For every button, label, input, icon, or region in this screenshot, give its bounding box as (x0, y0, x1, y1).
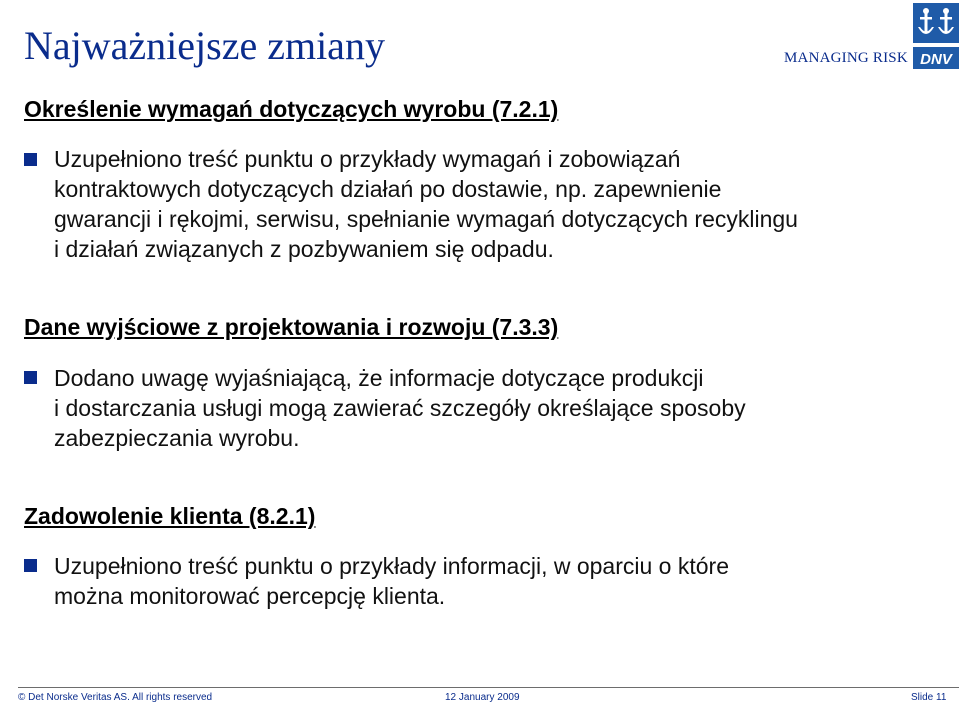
bullet-requirements: Uzupełniono treść punktu o przykłady wymagań i zobowiązań kontraktowych dotyczących działań po dostawie, np. zapewnienie gwarancji i rękojmi, serwisu, spełnianie wymagań dotyczących recyklingu i działań związanych z pozbywaniem się odpadu. (54, 146, 798, 262)
logo-text: DNV (920, 51, 952, 68)
bullet-square-icon (24, 153, 37, 166)
section-heading-design-output: Dane wyjściowe z projektowania i rozwoju (7.3.3) (24, 314, 559, 340)
footer-slide-number: Slide 11 (911, 692, 947, 703)
section-heading-requirements: Określenie wymagań dotyczących wyrobu (7.2.1) (24, 96, 559, 122)
slide-title: Najważniejsze zmiany (24, 23, 385, 68)
footer-date: 12 January 2009 (445, 692, 520, 703)
section-heading-customer-satisfaction: Zadowolenie klienta (8.2.1) (24, 503, 316, 529)
bullet-square-icon (24, 371, 37, 384)
tagline: MANAGING RISK (784, 50, 908, 66)
bullet-square-icon (24, 559, 37, 572)
bullet-design-output: Dodano uwagę wyjaśniającą, że informacje dotyczące produkcji i dostarczania usługi mogą zawierać szczegóły określające sposoby zabezpieczania wyrobu. (54, 365, 746, 451)
footer-divider (18, 687, 959, 688)
bullet-customer-satisfaction: Uzupełniono treść punktu o przykłady informacji, w oparciu o które można monitorować percepcję klienta. (54, 553, 729, 609)
footer-copyright: © Det Norske Veritas AS. All rights reserved (18, 692, 213, 703)
dnv-logo (913, 3, 959, 69)
